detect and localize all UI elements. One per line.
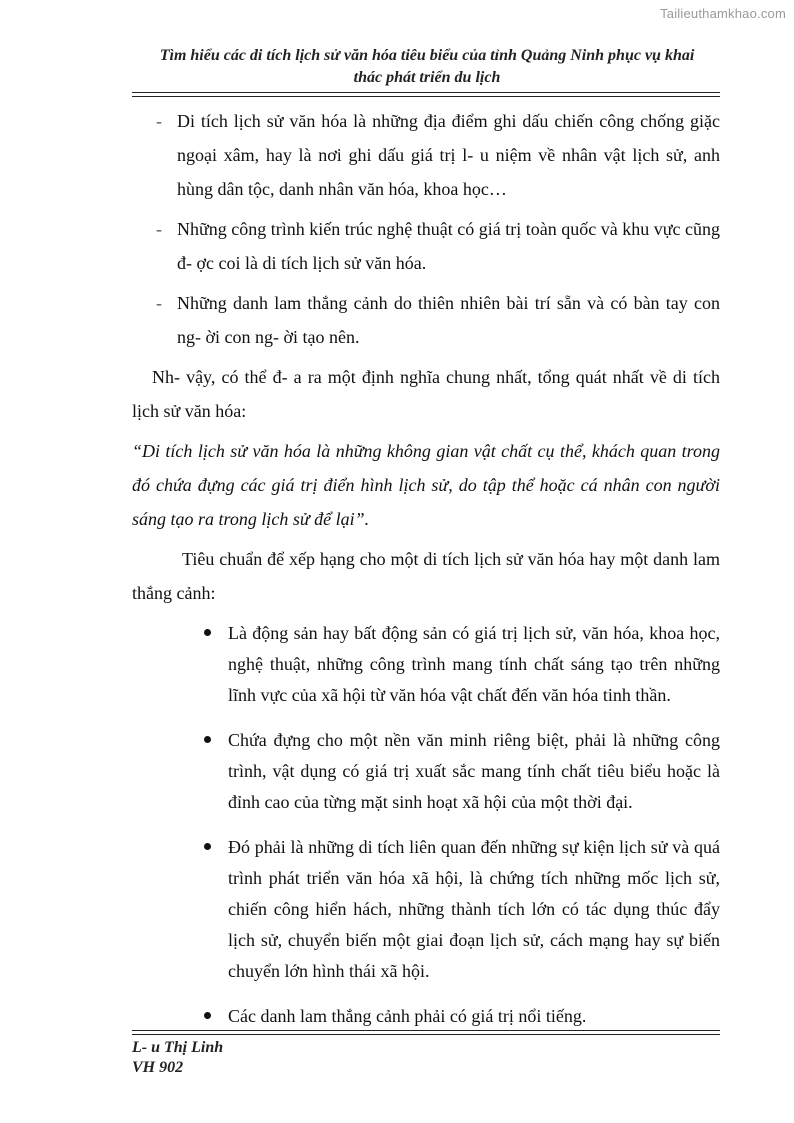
- criteria-item-text: Các danh lam thắng cảnh phải có giá trị nổi tiếng.: [228, 1006, 587, 1026]
- bullet-icon: [204, 1012, 211, 1019]
- dash-item-text: Những danh lam thắng cảnh do thiên nhiên bài trí sẵn và có bàn tay con ng- ời con ng- ời tạo nên.: [177, 293, 720, 347]
- header-title-line2: thác phát triển du lịch: [353, 69, 501, 86]
- dash-list-item: [132, 104, 720, 206]
- dash-marker: -: [156, 293, 162, 313]
- footer-rule: [132, 1030, 720, 1031]
- watermark: Tailieuthamkhao.com: [660, 6, 786, 21]
- footer-rule-thin: [132, 1034, 720, 1035]
- document-body: [132, 104, 720, 1046]
- footer-author: L- u Thị Linh: [132, 1039, 224, 1056]
- bullet-icon: [204, 629, 211, 636]
- criteria-item-text: Chứa đựng cho một nền văn minh riêng biệt, phải là những công trình, vật dụng có giá trị xuất sắc mang tính chất tiêu biểu hoặc là đỉnh cao của từng mặt sinh hoạt xã hội của một thời đại.: [228, 730, 720, 812]
- header-title-line1: Tìm hiểu các di tích lịch sử văn hóa tiêu biểu của tỉnh Quảng Ninh phục vụ khai: [159, 47, 695, 64]
- criteria-list-item: [132, 618, 720, 711]
- bullet-icon: [204, 736, 211, 743]
- page-header: [132, 45, 722, 89]
- dash-marker: -: [156, 219, 162, 239]
- criteria-item-text: Là động sản hay bất động sản có giá trị lịch sử, văn hóa, khoa học, nghệ thuật, những công trình mang tính chất sáng tạo trên những lĩnh vực của xã hội từ văn hóa vật chất đến văn hóa tinh thần.: [228, 623, 720, 705]
- dash-list-item: [132, 286, 720, 354]
- bullet-icon: [204, 843, 211, 850]
- criteria-list-item: [132, 725, 720, 818]
- header-rule-thin: [132, 96, 720, 97]
- criteria-list-item: [132, 1001, 720, 1032]
- criteria-list: [132, 618, 720, 1032]
- header-rule: [132, 92, 720, 93]
- criteria-item-text: Đó phải là những di tích liên quan đến những sự kiện lịch sử và quá trình phát triển văn hóa xã hội, là chứng tích những mốc lịch sử, chiến công hiển hách, những thành tích lớn có tác dụng thúc đẩy lịch sử, chuyển biến một giai đoạn lịch sử, cách mạng hay sự biến chuyển lớn hình thái xã hội.: [228, 837, 720, 981]
- criteria-list-item: [132, 832, 720, 987]
- criteria-intro-paragraph: Tiêu chuẩn để xếp hạng cho một di tích lịch sử văn hóa hay một danh lam thắng cảnh:: [132, 549, 720, 603]
- dash-marker: -: [156, 111, 162, 131]
- page-footer: [132, 1038, 223, 1078]
- dash-item-text: Những công trình kiến trúc nghệ thuật có giá trị toàn quốc và khu vực cũng đ- ợc coi là di tích lịch sử văn hóa.: [177, 219, 720, 273]
- definition-intro-paragraph: Nh- vậy, có thể đ- a ra một định nghĩa chung nhất, tổng quát nhất về di tích lịch sử văn hóa:: [132, 367, 720, 421]
- dash-item-text: Di tích lịch sử văn hóa là những địa điểm ghi dấu chiến công chống giặc ngoại xâm, hay là nơi ghi dấu giá trị l- u niệm về nhân vật lịch sử, anh hùng dân tộc, danh nhân văn hóa, khoa học…: [177, 111, 720, 199]
- dash-list-item: [132, 212, 720, 280]
- definition-quote: “Di tích lịch sử văn hóa là những không gian vật chất cụ thể, khách quan trong đó chứa đựng các giá trị điển hình lịch sử, do tập thể hoặc cá nhân con người sáng tạo ra trong lịch sử để lại”.: [132, 441, 720, 529]
- footer-class-code: VH 902: [132, 1059, 184, 1076]
